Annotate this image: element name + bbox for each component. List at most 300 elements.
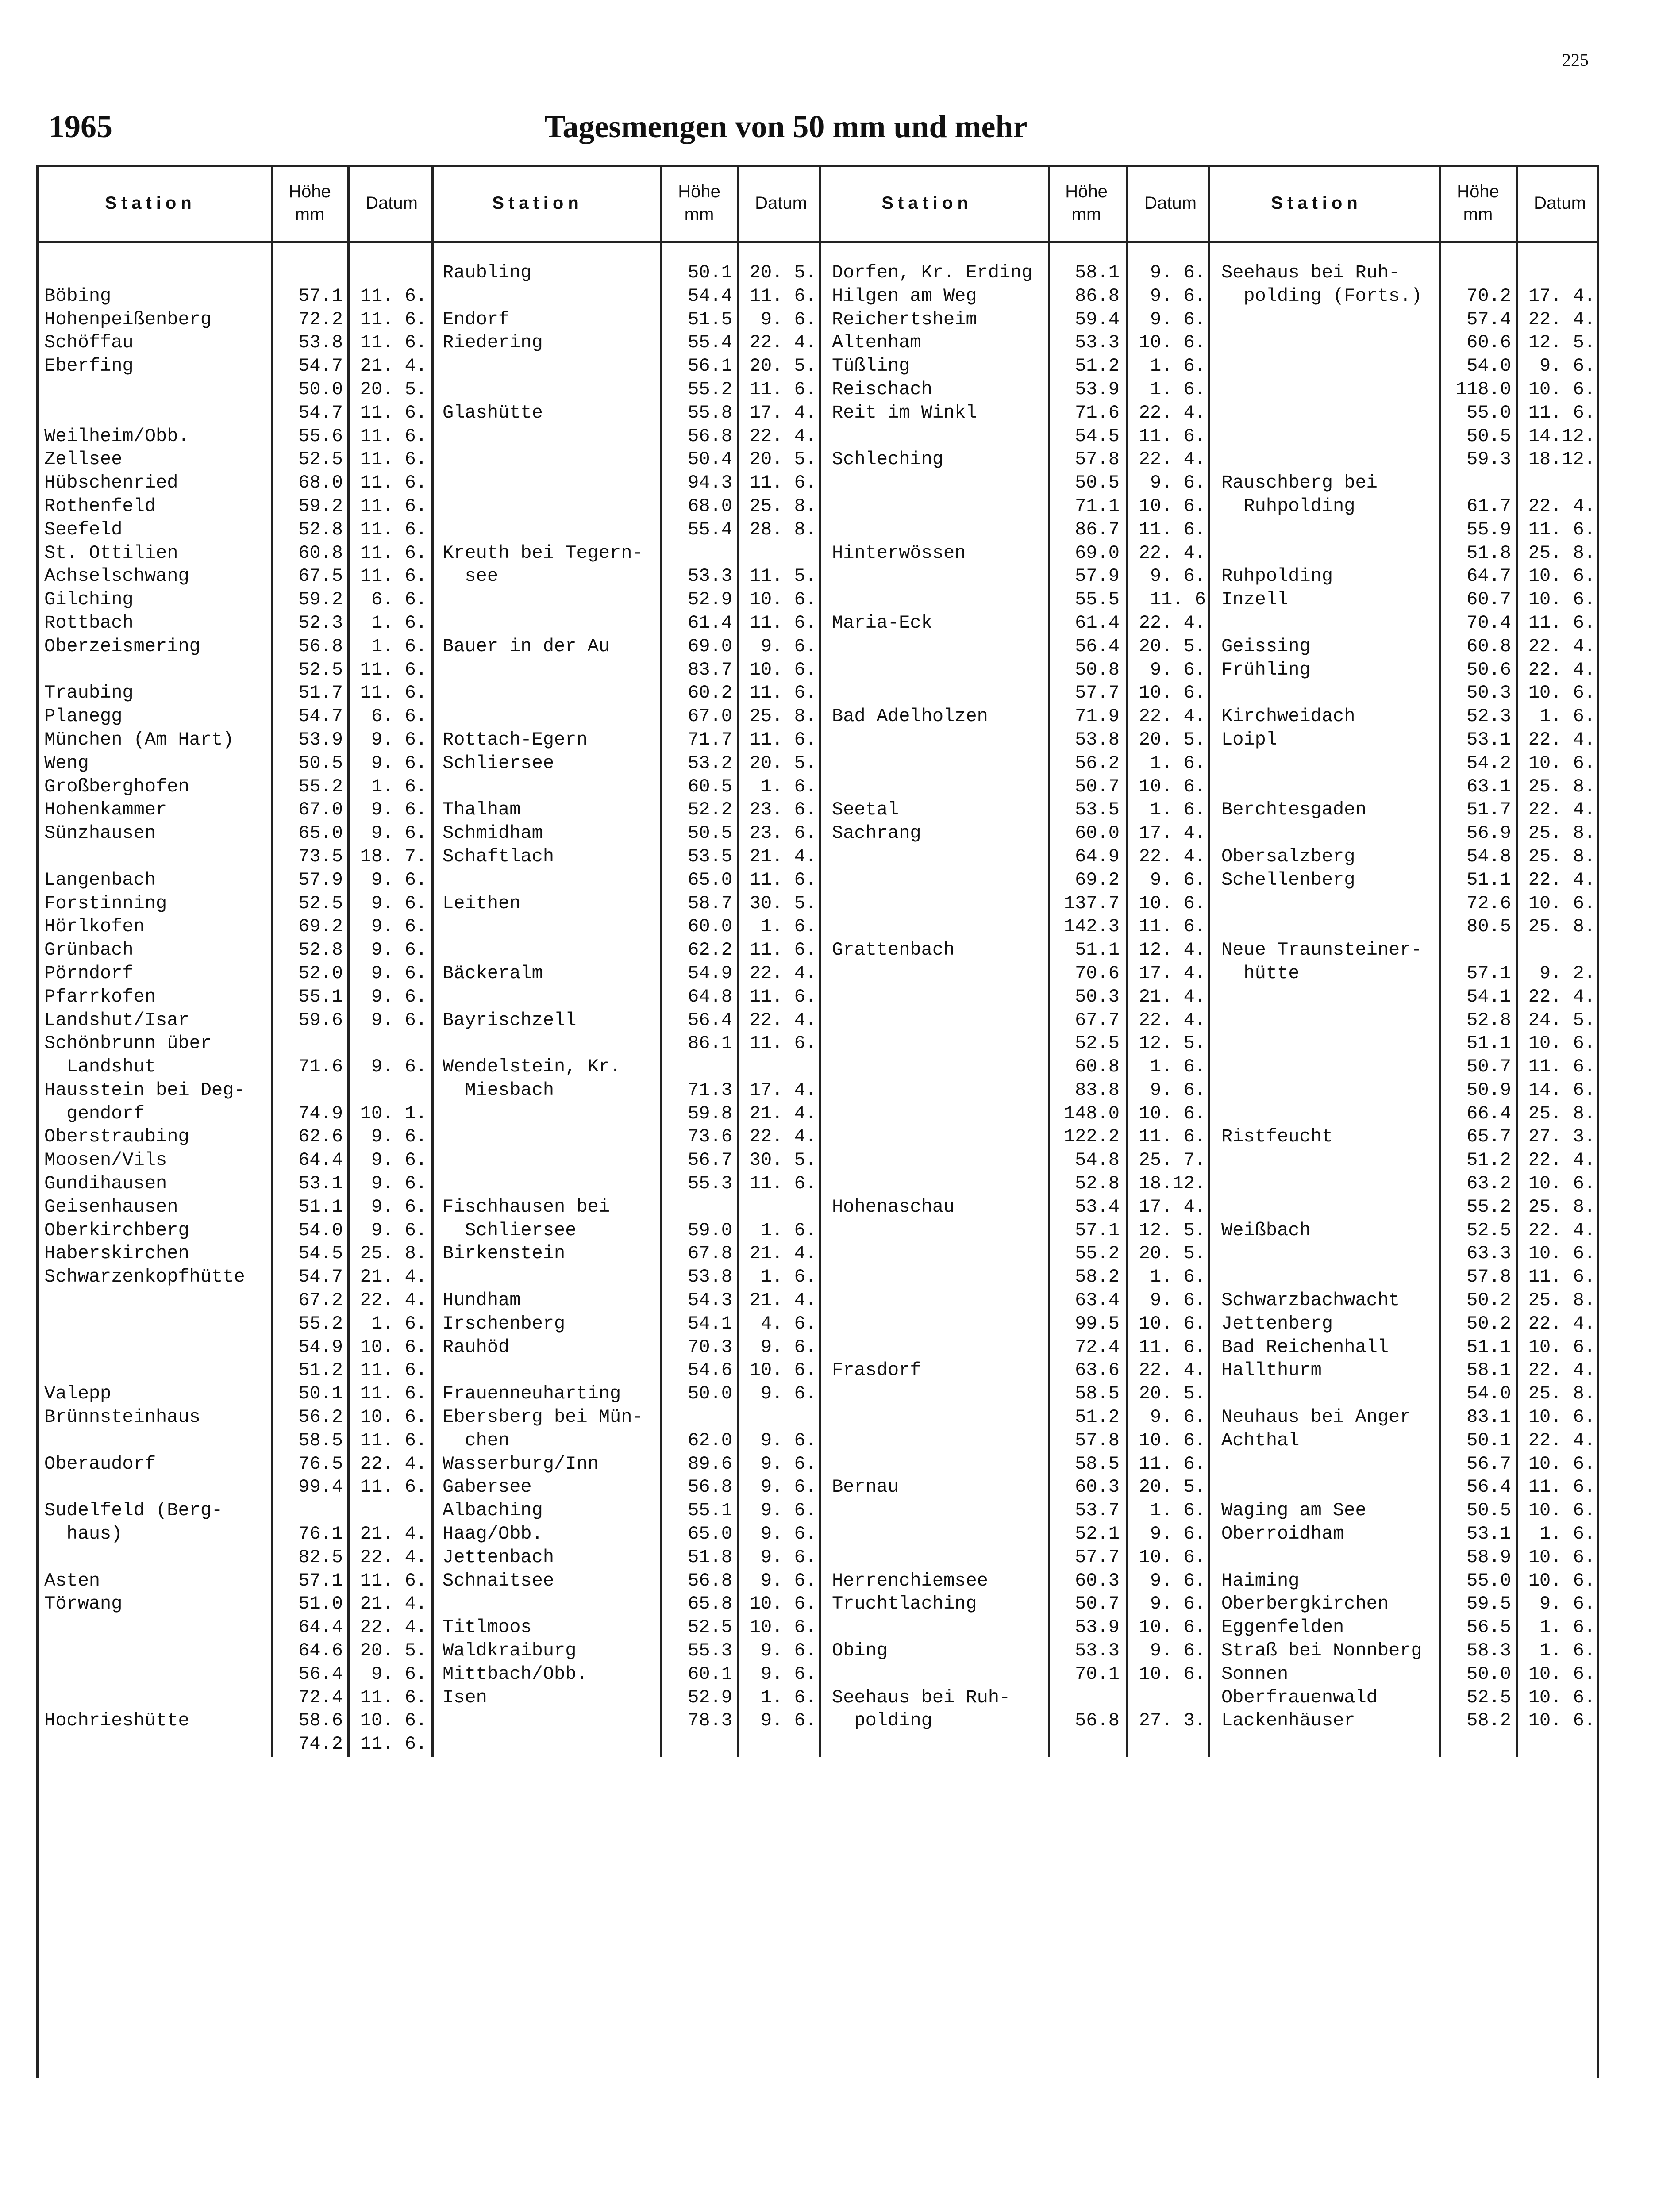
datum-value: 9. 6.	[1150, 1406, 1206, 1428]
datum-value: 10. 6.	[1139, 682, 1206, 704]
datum-value: 25. 8.	[1528, 776, 1595, 797]
station-name: Tüßling	[832, 355, 910, 377]
station-name: Ebersberg bei Mün-	[443, 1406, 643, 1428]
hoehe-value: 52.5	[298, 659, 343, 680]
datum-value: 25. 8.	[1528, 1290, 1595, 1311]
hoehe-value: 50.7	[1466, 1056, 1511, 1078]
station-name: Hohenpeißenberg	[44, 308, 212, 330]
station-name: Fischhausen bei	[443, 1196, 610, 1217]
station-name: Bauer in der Au	[443, 635, 610, 657]
datum-value: 20. 5.	[1139, 1383, 1206, 1405]
hoehe-value: 80.5	[1466, 916, 1511, 937]
station-name: Gilching	[44, 589, 134, 611]
hoehe-value: 57.1	[1466, 962, 1511, 984]
hoehe-value: 137.7	[1063, 892, 1120, 914]
datum-value: 9. 6.	[371, 869, 427, 891]
station-name: Haiming	[1221, 1570, 1300, 1591]
station-name: Reichertsheim	[832, 308, 977, 330]
datum-value: 22. 4.	[749, 962, 816, 984]
hoehe-value: 54.0	[1466, 1383, 1511, 1405]
datum-value: 11. 6.	[749, 939, 816, 961]
datum-value: 10. 6.	[1528, 1710, 1595, 1732]
hoehe-value: 58.1	[1075, 262, 1120, 283]
hoehe-value: 60.5	[688, 776, 732, 797]
hoehe-value: 57.9	[1075, 565, 1120, 587]
hoehe-value: 55.0	[1466, 1570, 1511, 1591]
hoehe-value: 64.6	[298, 1640, 343, 1662]
datum-value: 11. 6.	[1528, 1056, 1595, 1078]
station-name: Oberfrauenwald	[1221, 1686, 1378, 1708]
datum-value: 10. 6.	[749, 1593, 816, 1615]
hoehe-value: 50.7	[1075, 776, 1120, 797]
datum-value: 10. 6.	[1139, 1617, 1206, 1638]
station-name: Herrenchiemsee	[832, 1570, 988, 1591]
station-name: polding	[832, 1710, 932, 1732]
hoehe-value: 50.8	[1075, 659, 1120, 680]
datum-value: 10. 6.	[1139, 1429, 1206, 1451]
datum-value: 25. 8.	[1528, 822, 1595, 844]
station-name: Weilheim/Obb.	[44, 425, 189, 447]
station-name: Geisenhausen	[44, 1196, 178, 1217]
hoehe-value: 53.3	[688, 565, 732, 587]
datum-value: 1. 6.	[371, 635, 427, 657]
hoehe-value: 50.5	[688, 822, 732, 844]
hoehe-value: 58.2	[1466, 1710, 1511, 1732]
datum-value: 10. 6.	[1528, 1173, 1595, 1194]
station-name: Seehaus bei Ruh-	[832, 1686, 1011, 1708]
hoehe-value: 64.7	[1466, 565, 1511, 587]
hoehe-value: 55.1	[688, 1500, 732, 1521]
datum-value: 11. 6.	[360, 565, 427, 587]
hoehe-value: 52.5	[688, 1617, 732, 1638]
station-name: Oberaudorf	[44, 1453, 156, 1475]
hoehe-value: 55.6	[298, 425, 343, 447]
hoehe-value: 59.5	[1466, 1593, 1511, 1615]
hoehe-value: 58.9	[1466, 1546, 1511, 1568]
datum-value: 22. 4.	[360, 1617, 427, 1638]
hoehe-value: 52.9	[688, 1686, 732, 1708]
hoehe-value: 55.4	[688, 518, 732, 540]
datum-value: 10. 6.	[1139, 1663, 1206, 1685]
station-name: Landshut	[44, 1056, 156, 1078]
hoehe-value: 57.8	[1466, 1266, 1511, 1288]
hoehe-value: 57.1	[1075, 1219, 1120, 1241]
datum-value: 9. 2.	[1539, 962, 1595, 984]
hoehe-value: 52.0	[298, 962, 343, 984]
station-name: Loipl	[1221, 729, 1278, 750]
station-name: Kirchweidach	[1221, 706, 1355, 727]
hoehe-value: 54.5	[1075, 425, 1120, 447]
station-name: Reischach	[832, 378, 932, 400]
hoehe-value: 54.9	[688, 962, 732, 984]
hoehe-value: 54.0	[298, 1219, 343, 1241]
hoehe-value: 58.5	[298, 1429, 343, 1451]
station-name: Glashütte	[443, 402, 543, 423]
hoehe-value: 83.8	[1075, 1079, 1120, 1101]
datum-value: 20. 5.	[1139, 635, 1206, 657]
datum-value: 9. 6.	[371, 1663, 427, 1685]
datum-value: 11. 6.	[749, 1033, 816, 1054]
datum-value: 9. 6.	[1150, 1079, 1206, 1101]
hoehe-value: 55.2	[298, 1313, 343, 1334]
datum-value: 1. 6.	[371, 612, 427, 634]
hoehe-value: 54.4	[688, 285, 732, 307]
datum-value: 10. 6.	[1528, 1336, 1595, 1358]
hoehe-value: 56.2	[1075, 752, 1120, 774]
hoehe-value: 51.2	[298, 1359, 343, 1381]
datum-value: 9. 6.	[371, 1219, 427, 1241]
station-name: Obersalzberg	[1221, 845, 1355, 867]
station-name: Endorf	[443, 308, 510, 330]
hoehe-value: 51.1	[1466, 869, 1511, 891]
hoehe-value: 56.8	[298, 635, 343, 657]
datum-value: 18.12.	[1139, 1173, 1206, 1194]
datum-value: 11. 6.	[1139, 1453, 1206, 1475]
datum-value: 25. 8.	[1528, 916, 1595, 937]
station-name: Frauenneuharting	[443, 1383, 621, 1405]
hoehe-value: 148.0	[1063, 1102, 1120, 1124]
hoehe-value: 54.9	[298, 1336, 343, 1358]
station-name: Hundham	[443, 1290, 521, 1311]
station-name: chen	[443, 1429, 510, 1451]
datum-value: 21. 4.	[749, 1290, 816, 1311]
hoehe-value: 64.4	[298, 1149, 343, 1171]
datum-value: 12. 5.	[1139, 1033, 1206, 1054]
hoehe-value: 50.6	[1466, 659, 1511, 680]
station-name: Lackenhäuser	[1221, 1710, 1355, 1732]
hoehe-value: 65.8	[688, 1593, 732, 1615]
header-station: Station	[1271, 193, 1362, 213]
hoehe-value: 50.5	[298, 752, 343, 774]
hoehe-value: 56.7	[1466, 1453, 1511, 1475]
column-divider	[819, 165, 821, 1757]
datum-value: 9. 6.	[1150, 565, 1206, 587]
datum-value: 25. 8.	[1528, 1196, 1595, 1217]
station-name: Grattenbach	[832, 939, 955, 961]
station-name: Wendelstein, Kr.	[443, 1056, 621, 1078]
hoehe-value: 72.4	[1075, 1336, 1120, 1358]
station-name: Dorfen, Kr. Erding	[832, 262, 1033, 283]
hoehe-value: 55.5	[1075, 589, 1120, 611]
datum-value: 11. 6.	[360, 1686, 427, 1708]
station-name: Törwang	[44, 1593, 123, 1615]
hoehe-value: 56.8	[688, 425, 732, 447]
datum-value: 9. 6.	[371, 916, 427, 937]
datum-value: 11. 5.	[749, 565, 816, 587]
datum-value: 11. 6.	[749, 472, 816, 494]
station-name: Langenbach	[44, 869, 156, 891]
datum-value: 22. 4.	[1139, 845, 1206, 867]
hoehe-value: 56.8	[688, 1570, 732, 1591]
datum-value: 10. 6.	[749, 589, 816, 611]
station-name: Oberbergkirchen	[1221, 1593, 1389, 1615]
datum-value: 9. 6.	[371, 1126, 427, 1148]
station-name: Hausstein bei Deg-	[44, 1079, 245, 1101]
hoehe-value: 55.3	[688, 1173, 732, 1194]
datum-value: 1. 6.	[371, 776, 427, 797]
hoehe-value: 61.7	[1466, 495, 1511, 517]
datum-value: 9. 6.	[371, 939, 427, 961]
datum-value: 1. 6.	[1539, 1523, 1595, 1545]
datum-value: 17. 4.	[1139, 822, 1206, 844]
station-name: Oberstraubing	[44, 1126, 189, 1148]
page-title: Tagesmengen von 50 mm und mehr	[544, 109, 1028, 144]
datum-value: 9. 6.	[371, 986, 427, 1007]
datum-value: 4. 6.	[760, 1313, 816, 1334]
hoehe-value: 58.6	[298, 1710, 343, 1732]
datum-value: 17. 4.	[1528, 285, 1595, 307]
hoehe-value: 50.1	[688, 262, 732, 283]
datum-value: 25. 8.	[1528, 1383, 1595, 1405]
hoehe-value: 66.4	[1466, 1102, 1511, 1124]
hoehe-value: 59.4	[1075, 308, 1120, 330]
datum-value: 10. 6.	[1528, 752, 1595, 774]
station-name: Schöffau	[44, 332, 134, 353]
hoehe-value: 60.0	[1075, 822, 1120, 844]
datum-value: 25. 8.	[749, 706, 816, 727]
hoehe-value: 67.2	[298, 1290, 343, 1311]
datum-value: 10. 6.	[1528, 378, 1595, 400]
station-name: Planegg	[44, 706, 123, 727]
hoehe-value: 58.5	[1075, 1383, 1120, 1405]
datum-value: 22. 4.	[749, 1009, 816, 1031]
datum-value: 22. 4.	[1528, 729, 1595, 750]
hoehe-value: 64.8	[688, 986, 732, 1007]
datum-value: 20. 5.	[749, 449, 816, 470]
station-name: Hohenkammer	[44, 799, 167, 821]
datum-value: 10. 6.	[1528, 1546, 1595, 1568]
datum-value: 11. 6.	[360, 1383, 427, 1405]
station-name: Schwarzenkopfhütte	[44, 1266, 245, 1288]
station-name: Miesbach	[443, 1079, 554, 1101]
station-name: Kreuth bei Tegern-	[443, 542, 643, 564]
datum-value: 11. 6.	[360, 1476, 427, 1498]
hoehe-value: 54.5	[298, 1243, 343, 1264]
hoehe-value: 74.2	[298, 1733, 343, 1755]
hoehe-value: 70.4	[1466, 612, 1511, 634]
datum-value: 1. 6.	[1150, 1056, 1206, 1078]
station-name: polding (Forts.)	[1221, 285, 1422, 307]
hoehe-value: 60.2	[688, 682, 732, 704]
datum-value: 10. 6.	[360, 1406, 427, 1428]
datum-value: 22. 4.	[1139, 1009, 1206, 1031]
station-name: Rottach-Egern	[443, 729, 588, 750]
datum-value: 20. 5.	[360, 378, 427, 400]
datum-value: 18.12.	[1528, 449, 1595, 470]
station-name: Reit im Winkl	[832, 402, 977, 423]
datum-value: 9. 6.	[1150, 308, 1206, 330]
datum-value: 24. 5.	[1528, 1009, 1595, 1031]
station-name: Riedering	[443, 332, 543, 353]
datum-value: 11. 6.	[360, 495, 427, 517]
hoehe-value: 53.3	[1075, 1640, 1120, 1662]
station-name: Eberfing	[44, 355, 134, 377]
datum-value: 9. 6.	[760, 635, 816, 657]
station-name: Haag/Obb.	[443, 1523, 543, 1545]
hoehe-value: 53.4	[1075, 1196, 1120, 1217]
year-heading: 1965	[49, 109, 112, 144]
header-station: Station	[492, 193, 583, 213]
station-name: Pfarrkofen	[44, 986, 156, 1007]
hoehe-value: 50.2	[1466, 1313, 1511, 1334]
datum-value: 1. 6.	[760, 1686, 816, 1708]
hoehe-value: 69.2	[1075, 869, 1120, 891]
datum-value: 9. 6.	[371, 1056, 427, 1078]
station-name: Valepp	[44, 1383, 112, 1405]
hoehe-value: 60.8	[1075, 1056, 1120, 1078]
hoehe-value: 99.5	[1075, 1313, 1120, 1334]
header-hoehe: Höhe mm	[1065, 181, 1108, 224]
header-datum: Datum	[366, 193, 418, 213]
station-name: Jettenbach	[443, 1546, 554, 1568]
hoehe-value: 60.8	[1466, 635, 1511, 657]
header-station: Station	[105, 193, 196, 213]
datum-value: 21. 4.	[749, 845, 816, 867]
hoehe-value: 58.3	[1466, 1640, 1511, 1662]
datum-value: 9. 6.	[760, 1500, 816, 1521]
hoehe-value: 71.6	[298, 1056, 343, 1078]
station-name: Asten	[44, 1570, 100, 1591]
station-name: Oberroidham	[1221, 1523, 1344, 1545]
station-name: Obing	[832, 1640, 888, 1662]
hoehe-value: 56.9	[1466, 822, 1511, 844]
datum-value: 9. 6.	[760, 1523, 816, 1545]
datum-value: 9. 6.	[1150, 1290, 1206, 1311]
datum-value: 10. 1.	[360, 1102, 427, 1124]
station-name: Seefeld	[44, 518, 123, 540]
datum-value: 10. 6.	[1528, 1686, 1595, 1708]
datum-value: 1. 6.	[1539, 1617, 1595, 1638]
station-name: Schmidham	[443, 822, 543, 844]
hoehe-value: 57.9	[298, 869, 343, 891]
hoehe-value: 56.7	[688, 1149, 732, 1171]
datum-value: 11. 6.	[360, 332, 427, 353]
hoehe-value: 67.8	[688, 1243, 732, 1264]
hoehe-value: 122.2	[1063, 1126, 1120, 1148]
station-name: Böbing	[44, 285, 112, 307]
hoehe-value: 74.9	[298, 1102, 343, 1124]
datum-value: 11. 6.	[1139, 425, 1206, 447]
datum-value: 22. 4.	[1528, 1429, 1595, 1451]
station-name: St. Ottilien	[44, 542, 178, 564]
hoehe-value: 57.7	[1075, 682, 1120, 704]
datum-value: 11. 6.	[360, 518, 427, 540]
datum-value: 22. 4.	[1139, 1359, 1206, 1381]
hoehe-value: 67.0	[298, 799, 343, 821]
hoehe-value: 71.7	[688, 729, 732, 750]
station-name: haus)	[44, 1523, 123, 1545]
station-name: Irschenberg	[443, 1313, 566, 1334]
datum-value: 1. 6.	[1150, 355, 1206, 377]
hoehe-value: 52.9	[688, 589, 732, 611]
datum-value: 9. 6.	[760, 1429, 816, 1451]
hoehe-value: 59.0	[688, 1219, 732, 1241]
datum-value: 21. 4.	[1139, 986, 1206, 1007]
datum-value: 11. 6.	[360, 1733, 427, 1755]
datum-value: 10. 6.	[1139, 776, 1206, 797]
hoehe-value: 57.4	[1466, 308, 1511, 330]
station-name: Hilgen am Weg	[832, 285, 977, 307]
hoehe-value: 142.3	[1063, 916, 1120, 937]
hoehe-value: 94.3	[688, 472, 732, 494]
hoehe-value: 63.6	[1075, 1359, 1120, 1381]
hoehe-value: 86.7	[1075, 518, 1120, 540]
hoehe-value: 58.5	[1075, 1453, 1120, 1475]
datum-value: 23. 6.	[749, 799, 816, 821]
hoehe-value: 50.1	[1466, 1429, 1511, 1451]
datum-value: 9. 6.	[371, 822, 427, 844]
hoehe-value: 53.8	[1075, 729, 1120, 750]
datum-value: 1. 6.	[1539, 706, 1595, 727]
station-name: Schellenberg	[1221, 869, 1355, 891]
station-name: Haberskirchen	[44, 1243, 189, 1264]
hoehe-value: 55.4	[688, 332, 732, 353]
station-name: Leithen	[443, 892, 521, 914]
hoehe-value: 50.0	[1466, 1663, 1511, 1685]
datum-value: 22. 4.	[1528, 799, 1595, 821]
hoehe-value: 62.0	[688, 1429, 732, 1451]
datum-value: 11. 6.	[1528, 612, 1595, 634]
datum-value: 21. 4.	[749, 1243, 816, 1264]
station-name: Seetal	[832, 799, 899, 821]
hoehe-value: 52.1	[1075, 1523, 1120, 1545]
datum-value: 10. 6.	[1528, 682, 1595, 704]
hoehe-value: 51.7	[298, 682, 343, 704]
datum-value: 22. 4.	[1528, 1219, 1595, 1241]
hoehe-value: 54.8	[1075, 1149, 1120, 1171]
station-name: Raubling	[443, 262, 532, 283]
station-name: Großberghofen	[44, 776, 189, 797]
hoehe-value: 55.2	[1075, 1243, 1120, 1264]
datum-value: 11. 6.	[360, 449, 427, 470]
hoehe-value: 72.4	[298, 1686, 343, 1708]
station-name: Gundihausen	[44, 1173, 167, 1194]
datum-value: 11. 6.	[360, 542, 427, 564]
hoehe-value: 69.0	[1075, 542, 1120, 564]
datum-value: 10. 6.	[1528, 565, 1595, 587]
station-name: Hörlkofen	[44, 916, 145, 937]
column-divider	[431, 165, 434, 1757]
station-name: Weng	[44, 752, 89, 774]
hoehe-value: 58.7	[688, 892, 732, 914]
station-name: Ruhpolding	[1221, 565, 1333, 587]
hoehe-value: 82.5	[298, 1546, 343, 1568]
datum-value: 20. 5.	[749, 262, 816, 283]
datum-value: 10. 6.	[1528, 1406, 1595, 1428]
datum-value: 21. 4.	[360, 355, 427, 377]
hoehe-value: 53.1	[1466, 1523, 1511, 1545]
hoehe-value: 50.7	[1075, 1593, 1120, 1615]
datum-value: 9. 6.	[371, 752, 427, 774]
datum-value: 6. 6.	[371, 589, 427, 611]
station-name: Hochrieshütte	[44, 1710, 189, 1732]
datum-value: 9. 6.	[1150, 1640, 1206, 1662]
station-name: Sudelfeld (Berg-	[44, 1500, 223, 1521]
hoehe-value: 52.8	[298, 939, 343, 961]
hoehe-value: 73.5	[298, 845, 343, 867]
datum-value: 9. 6.	[760, 1336, 816, 1358]
datum-value: 1. 6.	[1150, 752, 1206, 774]
datum-value: 11. 6.	[360, 659, 427, 680]
station-name: Schnaitsee	[443, 1570, 554, 1591]
hoehe-value: 55.0	[1466, 402, 1511, 423]
hoehe-value: 54.8	[1466, 845, 1511, 867]
hoehe-value: 65.0	[688, 1523, 732, 1545]
datum-value: 25. 7.	[1139, 1149, 1206, 1171]
hoehe-value: 61.4	[1075, 612, 1120, 634]
datum-value: 9. 6.	[1150, 1593, 1206, 1615]
datum-value: 21. 4.	[360, 1523, 427, 1545]
